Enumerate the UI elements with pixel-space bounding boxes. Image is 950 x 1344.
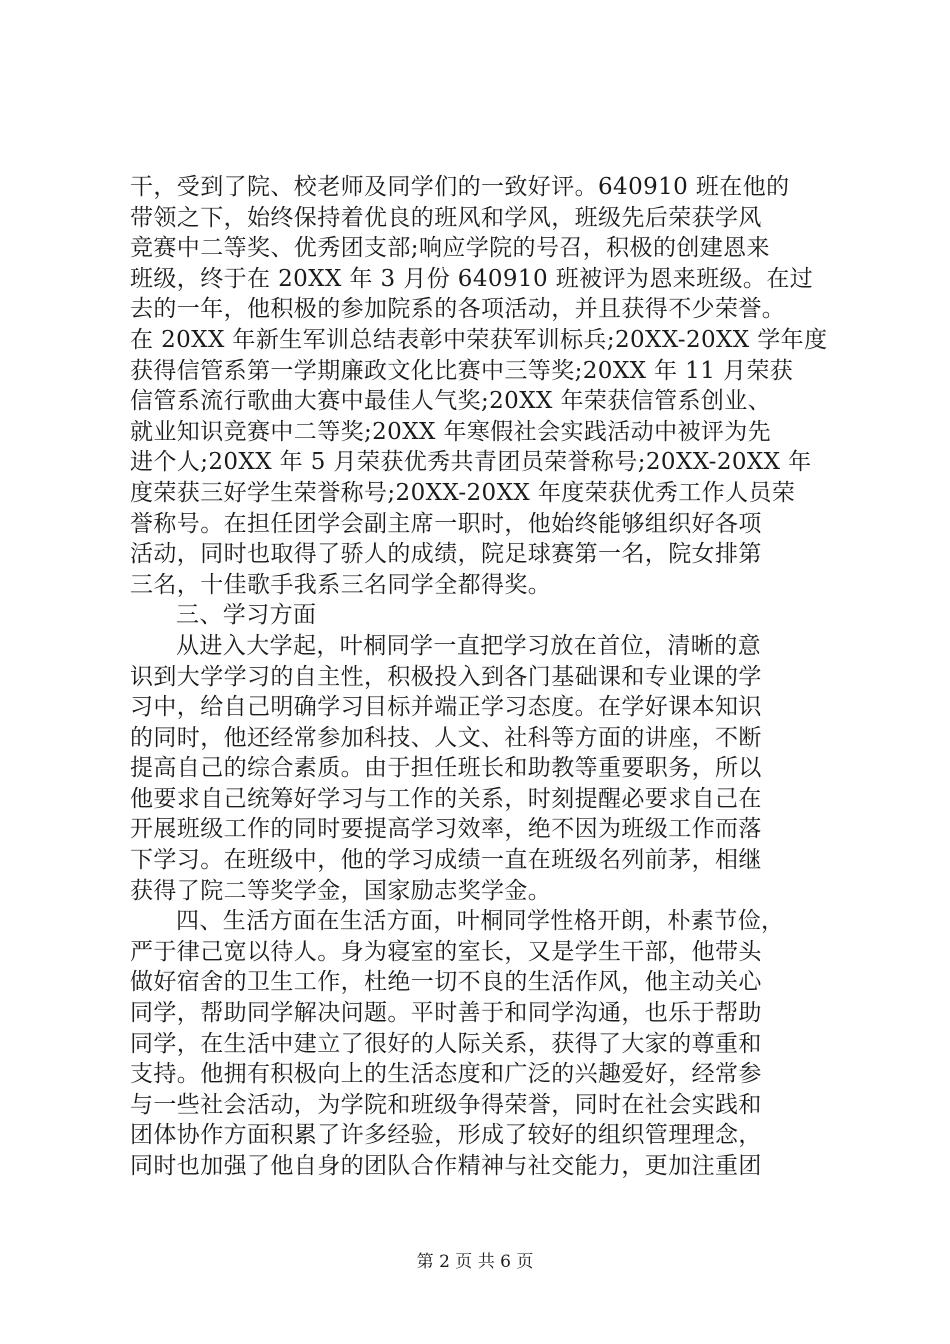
text-line: 活动，同时也取得了骄人的成绩，院足球赛第一名，院女排第 <box>130 541 762 568</box>
text-line: 同学，在生活中建立了很好的人际关系，获得了大家的尊重和 <box>130 1030 762 1057</box>
text-line: 与一些社会活动，为学院和班级争得荣誉，同时在社会实践和 <box>130 1091 762 1118</box>
text-line: 从进入大学起，叶桐同学一直把学习放在首位，清晰的意 <box>176 632 761 659</box>
text-line: 干，受到了院、校老师及同学们的一致好评。640910 班在他的 <box>130 174 790 200</box>
text-line: 同时也加强了他自身的团队合作精神与社交能力，更加注重团 <box>130 1153 762 1179</box>
text-line: 的同时，他还经常参加科技、人文、社科等方面的讲座，不断 <box>130 724 762 751</box>
text-line: 带领之下，始终保持着优良的班风和学风，班级先后荣获学风 <box>130 204 762 231</box>
text-line: 下学习。在班级中，他的学习成绩一直在班级名列前茅，相继 <box>130 847 762 874</box>
page-number-footer: 第 2 页 共 6 页 <box>416 1252 534 1272</box>
text-line: 支持。他拥有积极向上的生活态度和广泛的兴趣爱好，经常参 <box>130 1061 762 1088</box>
text-line: 开展班级工作的同时要提高学习效率，绝不因为班级工作而落 <box>130 816 762 843</box>
text-line: 提高自己的综合素质。由于担任班长和助教等重要职务，所以 <box>130 755 762 782</box>
text-line: 三名，十佳歌手我系三名同学全都得奖。 <box>130 571 552 598</box>
text-line: 习中，给自己明确学习目标并端正学习态度。在学好课本知识 <box>130 694 762 721</box>
text-line: 去的一年，他积极的参加院系的各项活动，并且获得不少荣誉。 <box>130 296 786 323</box>
text-line: 获得了院二等奖学金，国家励志奖学金。 <box>130 877 552 904</box>
text-line: 就业知识竞赛中二等奖;20XX 年寒假社会实践活动中被评为先 <box>130 418 772 445</box>
text-line: 做好宿舍的卫生工作，杜绝一切不良的生活作风，他主动关心 <box>130 969 762 996</box>
text-line: 誉称号。在担任团学会副主席一职时，他始终能够组织好各项 <box>130 510 762 537</box>
text-line: 在 20XX 年新生军训总结表彰中荣获军训标兵;20XX-20XX 学年度 <box>130 326 828 353</box>
section-heading-study: 三、学习方面 <box>176 602 317 629</box>
text-line: 度荣获三好学生荣誉称号;20XX-20XX 年度荣获优秀工作人员荣 <box>130 479 796 506</box>
text-line: 团体协作方面积累了许多经验，形成了较好的组织管理理念， <box>130 1122 762 1149</box>
text-line: 严于律己宽以待人。身为寝室的室长，又是学生干部，他带头 <box>130 938 762 965</box>
text-line: 获得信管系第一学期廉政文化比赛中三等奖;20XX 年 11 月荣获 <box>130 357 794 384</box>
body-text <box>130 172 830 1182</box>
text-line: 同学，帮助同学解决问题。平时善于和同学沟通，也乐于帮助 <box>130 1000 762 1027</box>
text-line: 进个人;20XX 年 5 月荣获优秀共青团员荣誉称号;20XX-20XX 年 <box>130 449 812 476</box>
section-heading-life: 四、生活方面在生活方面，叶桐同学性格开朗，朴素节俭， <box>176 908 785 935</box>
text-line: 他要求自己统筹好学习与工作的关系，时刻提醒必要求自己在 <box>130 785 762 812</box>
text-line: 班级，终于在 20XX 年 3 月份 640910 班被评为恩来班级。在过 <box>130 265 814 292</box>
text-line: 信管系流行歌曲大赛中最佳人气奖;20XX 年荣获信管系创业、 <box>130 388 772 415</box>
text-line: 识到大学学习的自主性，积极投入到各门基础课和专业课的学 <box>130 663 762 690</box>
text-line: 竞赛中二等奖、优秀团支部;响应学院的号召，积极的创建恩来 <box>130 235 770 262</box>
